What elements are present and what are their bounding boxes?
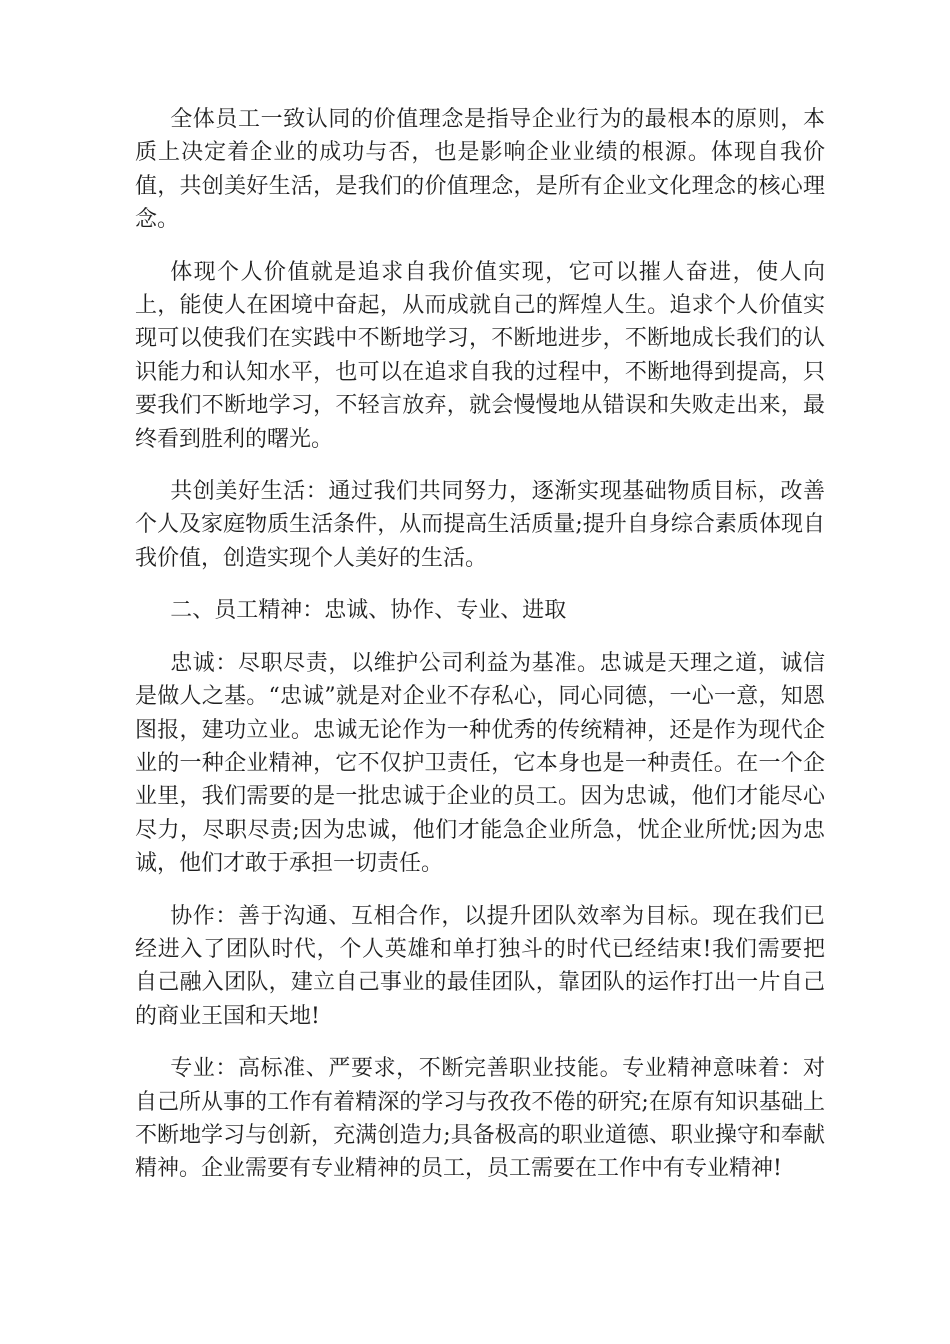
paragraph-loyalty: 忠诚：尽职尽责，以维护公司利益为基准。忠诚是天理之道，诚信是做人之基。“忠诚”就是对企业不存私心，同心同德，一心一意，知恩图报，建功立业。忠诚无论作为一种优秀的传统精神，还是作为现代企业的一种企业精神，它不仅护卫责任，它本身也是一种责任。在一个企业里，我们需要的是一批忠诚于企业的员工。因为忠诚，他们才能尽心尽力，尽职尽责;因为忠诚，他们才能急企业所急，忧企业所忧;因为忠诚，他们才敢于承担一切责任。 [135,650,825,877]
paragraph-value-concept: 全体员工一致认同的价值理念是指导企业行为的最根本的原则，本质上决定着企业的成功与否，也是影响企业业绩的根源。体现自我价值，共创美好生活，是我们的价值理念，是所有企业文化理念的核心理念。 [135,107,825,233]
paragraph-better-life: 共创美好生活：通过我们共同努力，逐渐实现基础物质目标，改善个人及家庭物质生活条件，从而提高生活质量;提升自身综合素质体现自我价值，创造实现个人美好的生活。 [135,479,825,571]
paragraph-professionalism: 专业：高标准、严要求，不断完善职业技能。专业精神意味着：对自己所从事的工作有着精深的学习与孜孜不倦的研究;在原有知识基础上不断地学习与创新，充满创造力;具备极高的职业道德、职业操守和奉献精神。企业需要有专业精神的员工，员工需要在工作中有专业精神! [135,1056,825,1182]
section-heading-employee-spirit: 二、员工精神：忠诚、协作、专业、进取 [170,598,567,624]
document-body [135,103,825,1205]
paragraph-collaboration: 协作：善于沟通、互相合作，以提升团队效率为目标。现在我们已经进入了团队时代，个人英雄和单打独斗的时代已经结束!我们需要把自己融入团队，建立自己事业的最佳团队，靠团队的运作打出一片自己的商业王国和天地! [135,903,825,1029]
paragraph-personal-value: 体现个人价值就是追求自我价值实现，它可以摧人奋进，使人向上，能使人在困境中奋起，从而成就自己的辉煌人生。追求个人价值实现可以使我们在实践中不断地学习，不断地进步，不断地成长我们的认识能力和认知水平，也可以在追求自我的过程中，不断地得到提高，只要我们不断地学习，不轻言放弃，就会慢慢地从错误和失败走出来，最终看到胜利的曙光。 [135,259,825,452]
